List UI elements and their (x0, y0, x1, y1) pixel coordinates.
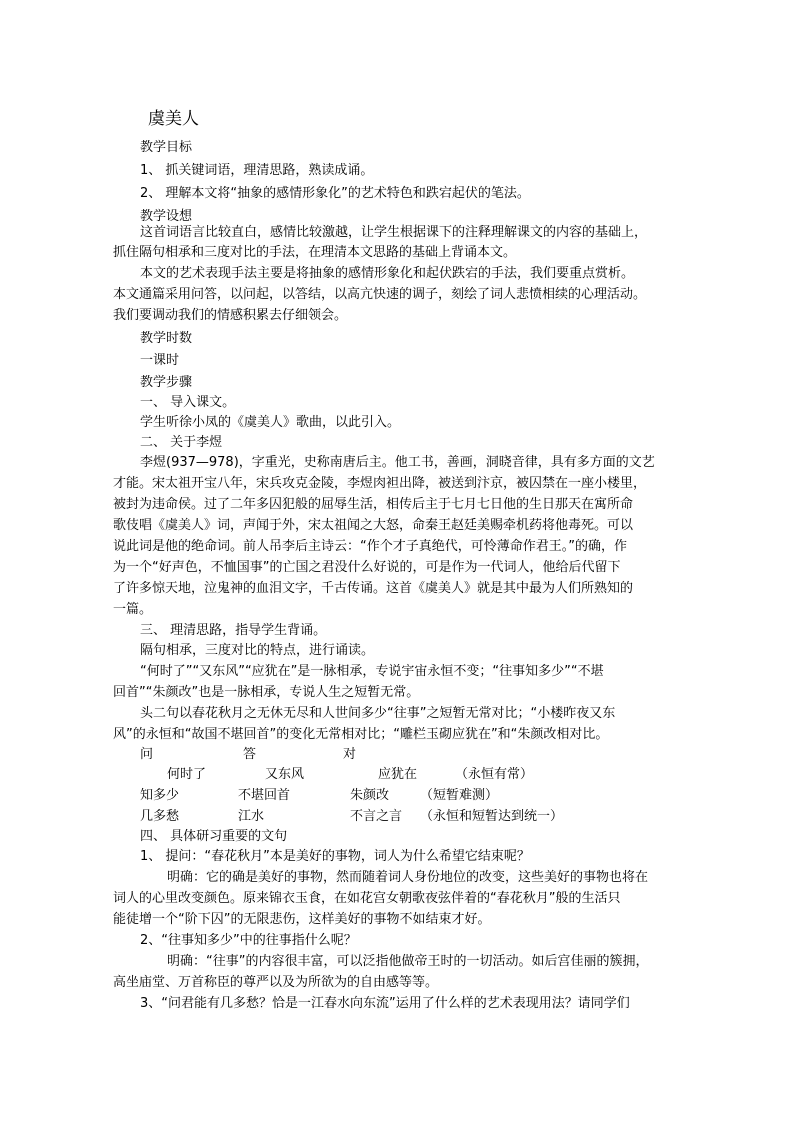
table-cell: （永恒有常） (455, 767, 534, 782)
paragraph-line: 为一个“好声色，不恤国事”的亡国之君没什么好说的，可是作为一代词人，他给后代留下 (113, 560, 621, 575)
paragraph-line: 回首”“朱颜改”也是一脉相承，专说人生之短暂无常。 (113, 685, 420, 700)
step-heading-1: 一、 导入课文。 (140, 395, 236, 410)
paragraph-line: 本文通篇采用问答，以问起，以答结，以高亢快速的调子，刻绘了词人悲愤相续的心理活动。 (113, 287, 647, 302)
step-heading-3: 三、 理清思路，指导学生背诵。 (140, 623, 327, 638)
doc-title: 虞美人 (148, 109, 199, 129)
paragraph-line: 风”的永恒和“故国不堪回首”的变化无常相对比；“雕栏玉砌应犹在”和“朱颜改相对比。 (113, 727, 609, 742)
hours-value: 一课时 (140, 353, 180, 368)
paragraph-line: 了许多惊天地，泣鬼神的血泪文字，千古传诵。这首《虞美人》就是其中最为人们所熟知的 (113, 581, 634, 596)
table-cell: （短暂难测） (420, 788, 499, 803)
goal-item-2: 2、 理解本文将“抽象的感情形象化”的艺术特色和跌宕起伏的笔法。 (140, 186, 530, 201)
paragraph-line: 被封为违命侯。过了二年多囚犯般的屈辱生活，相传后主于七月七日他的生日那天在寓所命 (113, 497, 634, 512)
question-3: 3、“问君能有几多愁？恰是一江春水向东流”运用了什么样的艺术表现用法？请同学们 (140, 996, 630, 1011)
paragraph-line: 才能。宋太祖开宝八年，宋兵攻克金陵，李煜肉袒出降，被送到汴京，被囚禁在一座小楼里， (113, 476, 647, 491)
step-heading-4: 四、 具体研习重要的文句 (140, 829, 288, 844)
question-1: 1、 提问：“春花秋月”本是美好的事物，词人为什么希望它结束呢？ (140, 849, 530, 864)
heading-teaching-hours: 教学时数 (140, 331, 193, 346)
paragraph-line: 本文的艺术表现手法主要是将抽象的感情形象化和起伏跌宕的手法，我们要重点赏析。 (140, 266, 635, 281)
heading-teaching-plan: 教学设想 (140, 209, 193, 224)
table-cell: 江水 (238, 809, 265, 824)
paragraph-line: 明确：“往事”的内容很丰富，可以泛指他做帝王时的一切活动。如后宫佳丽的簇拥， (167, 954, 649, 969)
table-cell: 应犹在 (378, 767, 418, 782)
paragraph-line: 隔句相承，三度对比的特点，进行诵读。 (140, 643, 375, 658)
paragraph-line: 抓住隔句相承和三度对比的手法，在理清本文思路的基础上背诵本文。 (113, 245, 517, 260)
heading-teaching-goals: 教学目标 (140, 140, 193, 155)
paragraph-line: 高坐庙堂、万首称臣的尊严以及为所欲为的自由感等等。 (113, 975, 439, 990)
paragraph-line: 一篇。 (113, 602, 153, 617)
table-cell: 何时了 (167, 767, 207, 782)
table-header-cell: 答 (243, 747, 257, 762)
paragraph-line: 明确：它的确是美好的事物，然而随着词人身份地位的改变，这些美好的事物也将在 (167, 870, 649, 885)
table-cell: 几多愁 (140, 809, 180, 824)
table-cell: 朱颜改 (350, 788, 390, 803)
paragraph-line: 我们要调动我们的情感积累去仔细领会。 (113, 308, 348, 323)
table-cell: 不堪回首 (238, 788, 291, 803)
paragraph-line: “何时了”“又东风”“应犹在”是一脉相承，专说宇宙永恒不变；“往事知多少”“不堪 (140, 664, 604, 679)
paragraph-line: 李煜(937—978)，字重光，史称南唐后主。他工书，善画，洞晓音律，具有多方面的文艺 (140, 455, 655, 470)
paragraph-line: 能徒增一个“阶下囚”的无限悲伤，这样美好的事物不如结束才好。 (113, 912, 491, 927)
table-cell: 不言之言 (350, 809, 403, 824)
paragraph-line: 学生听徐小凤的《虞美人》歌曲，以此引入。 (140, 415, 401, 430)
paragraph-line: 说此词是他的绝命词。前人吊李后主诗云：“作个才子真绝代，可怜薄命作君王。”的确，作 (113, 539, 627, 554)
table-header-cell: 问 (140, 747, 154, 762)
paragraph-line: 这首词语言比较直白，感情比较激越，让学生根据课下的注释理解课文的内容的基础上， (140, 225, 648, 240)
table-cell: （永恒和短暂达到统一） (420, 809, 564, 824)
table-header-cell: 对 (343, 747, 357, 762)
question-2: 2、“往事知多少”中的往事指什么呢？ (140, 933, 357, 948)
paragraph-line: 词人的心里改变颜色。原来锦衣玉食，在如花宫女朝歌夜弦伴着的“春花秋月”般的生活只 (113, 891, 621, 906)
goal-item-1: 1、 抓关键词语，理清思路，熟读成诵。 (140, 163, 374, 178)
paragraph-line: 头二句以春花秋月之无休无尽和人世间多少“往事”之短暂无常对比；“小楼昨夜又东 (140, 706, 616, 721)
step-heading-2: 二、 关于李煜 (140, 435, 223, 450)
paragraph-line: 歌伎唱《虞美人》词，声闻于外，宋太祖闻之大怒，命秦王赵廷美赐牵机药将他毒死。可以 (113, 518, 634, 533)
table-cell: 知多少 (140, 788, 180, 803)
table-cell: 又东风 (265, 767, 305, 782)
heading-teaching-steps: 教学步骤 (140, 375, 193, 390)
